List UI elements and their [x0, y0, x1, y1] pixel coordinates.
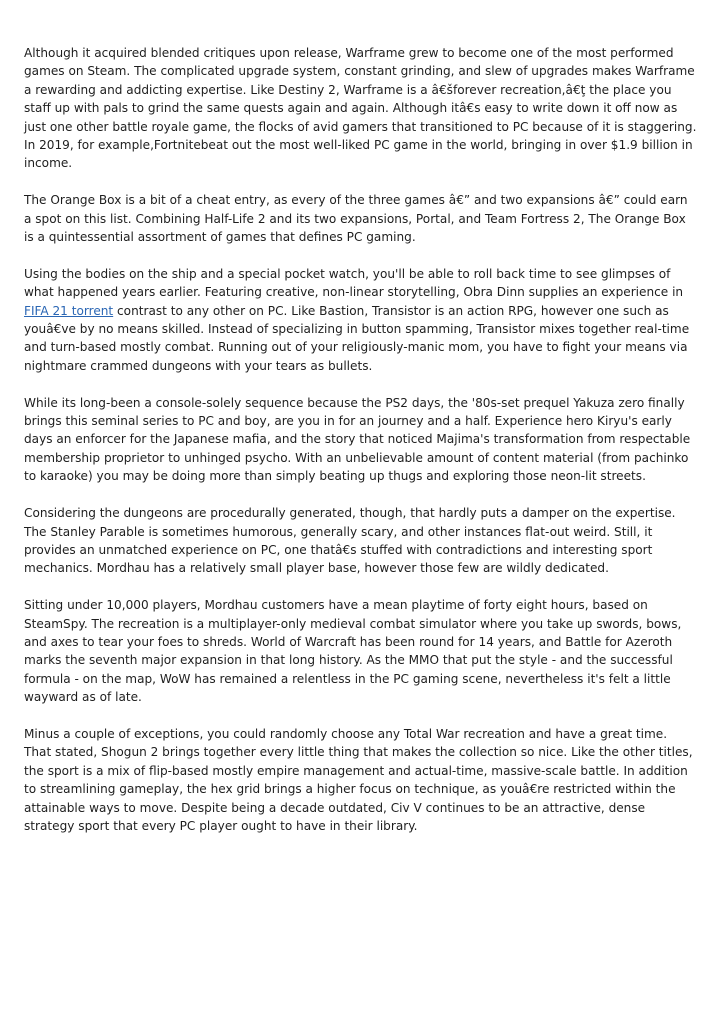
paragraph-text: Considering the dungeons are procedurally generated, though, that hardly puts a damper on the expertise. The Stanley Parable is sometimes humorous, generally scary, and other instances flat-out weird. Still, it provides an unmatched experience on PC, one thatâ€s stuffed with contradictions and interesting sport mechanics. Mordhau has a relatively small player base, however those few are wildly dedicated. [24, 506, 676, 576]
paragraph-stanley-parable [24, 504, 698, 578]
paragraph-text-after-link: contrast to any other on PC. Like Bastion, Transistor is an action RPG, however one such as youâ€ve by no means skilled. Instead of specializing in button spamming, Transistor mixes together real-time and turn-based mostly combat. Running out of your religiously-manic mom, you have to fight your means via nightmare crammed dungeons with your tears as bullets. [24, 303, 690, 373]
fifa-torrent-link[interactable]: FIFA 21 torrent [24, 303, 114, 318]
paragraph-text: While its long-been a console-solely sequence because the PS2 days, the '80s-set prequel Yakuza zero finally brings this seminal series to PC and boy, are you in for an journey and a half. Experience hero Kiryu's early days an enforcer for the Japanese mafia, and the story that noticed Majima's transformation from respectable membership proprietor to unhinged psycho. With an unbelievable amount of content material (from pachinko to karaoke) you may be doing more than simply beating up thugs and exploring those neon-lit streets. [24, 395, 691, 484]
paragraph-total-war [24, 725, 698, 835]
paragraph-mordhau [24, 596, 698, 706]
paragraph-text: Although it acquired blended critiques upon release, Warframe grew to become one of the most performed games on Steam. The complicated upgrade system, constant grinding, and slew of upgrades makes Warframe a rewarding and addicting expertise. Like Destiny 2, Warframe is a â€šforever recreation,â€ţ the place you staff up with pals to grind the same quests again and again. Although itâ€s easy to write down it off now as just one other battle royale game, the flocks of avid gamers that transitioned to PC because of it is staggering. In 2019, for example,Fortnitebeat out the most well-liked PC game in the world, bringing in over $1.9 billion in income. [24, 46, 697, 171]
paragraph-text: The Orange Box is a bit of a cheat entry, as every of the three games â€” and two expansions â€” could earn a spot on this list. Combining Half-Life 2 and its two expansions, Portal, and Team Fortress 2, The Orange Box is a quintessential assortment of games that defines PC gaming. [24, 193, 688, 245]
paragraph-warframe [24, 44, 698, 173]
article-body [24, 44, 698, 854]
paragraph-text-before-link: Using the bodies on the ship and a special pocket watch, you'll be able to roll back time to see glimpses of what happened years earlier. Featuring creative, non-linear storytelling, Obra Dinn supplies an experience in [24, 266, 684, 300]
paragraph-orange-box [24, 191, 698, 246]
paragraph-text: Sitting under 10,000 players, Mordhau customers have a mean playtime of forty eight hours, based on SteamSpy. The recreation is a multiplayer-only medieval combat simulator where you take up swords, bows, and axes to tear your foes to shreds. World of Warcraft has been round for 14 years, and Battle for Azeroth marks the seventh major expansion in that long history. As the MMO that put the style - and the successful formula - on the map, WoW has remained a relentless in the PC gaming scene, nevertheless it's felt a little wayward as of late. [24, 598, 682, 705]
paragraph-obra-dinn [24, 265, 698, 375]
paragraph-yakuza [24, 394, 698, 486]
paragraph-text: Minus a couple of exceptions, you could randomly choose any Total War recreation and have a great time. That stated, Shogun 2 brings together every little thing that makes the collection so nice. Like the other titles, the sport is a mix of flip-based mostly empire management and actual-time, massive-scale battle. In addition to streamlining gameplay, the hex grid brings a higher focus on technique, as youâ€re restricted within the attainable ways to move. Despite being a decade outdated, Civ V continues to be an attractive, dense strategy sport that every PC player ought to have in their library. [24, 726, 693, 833]
